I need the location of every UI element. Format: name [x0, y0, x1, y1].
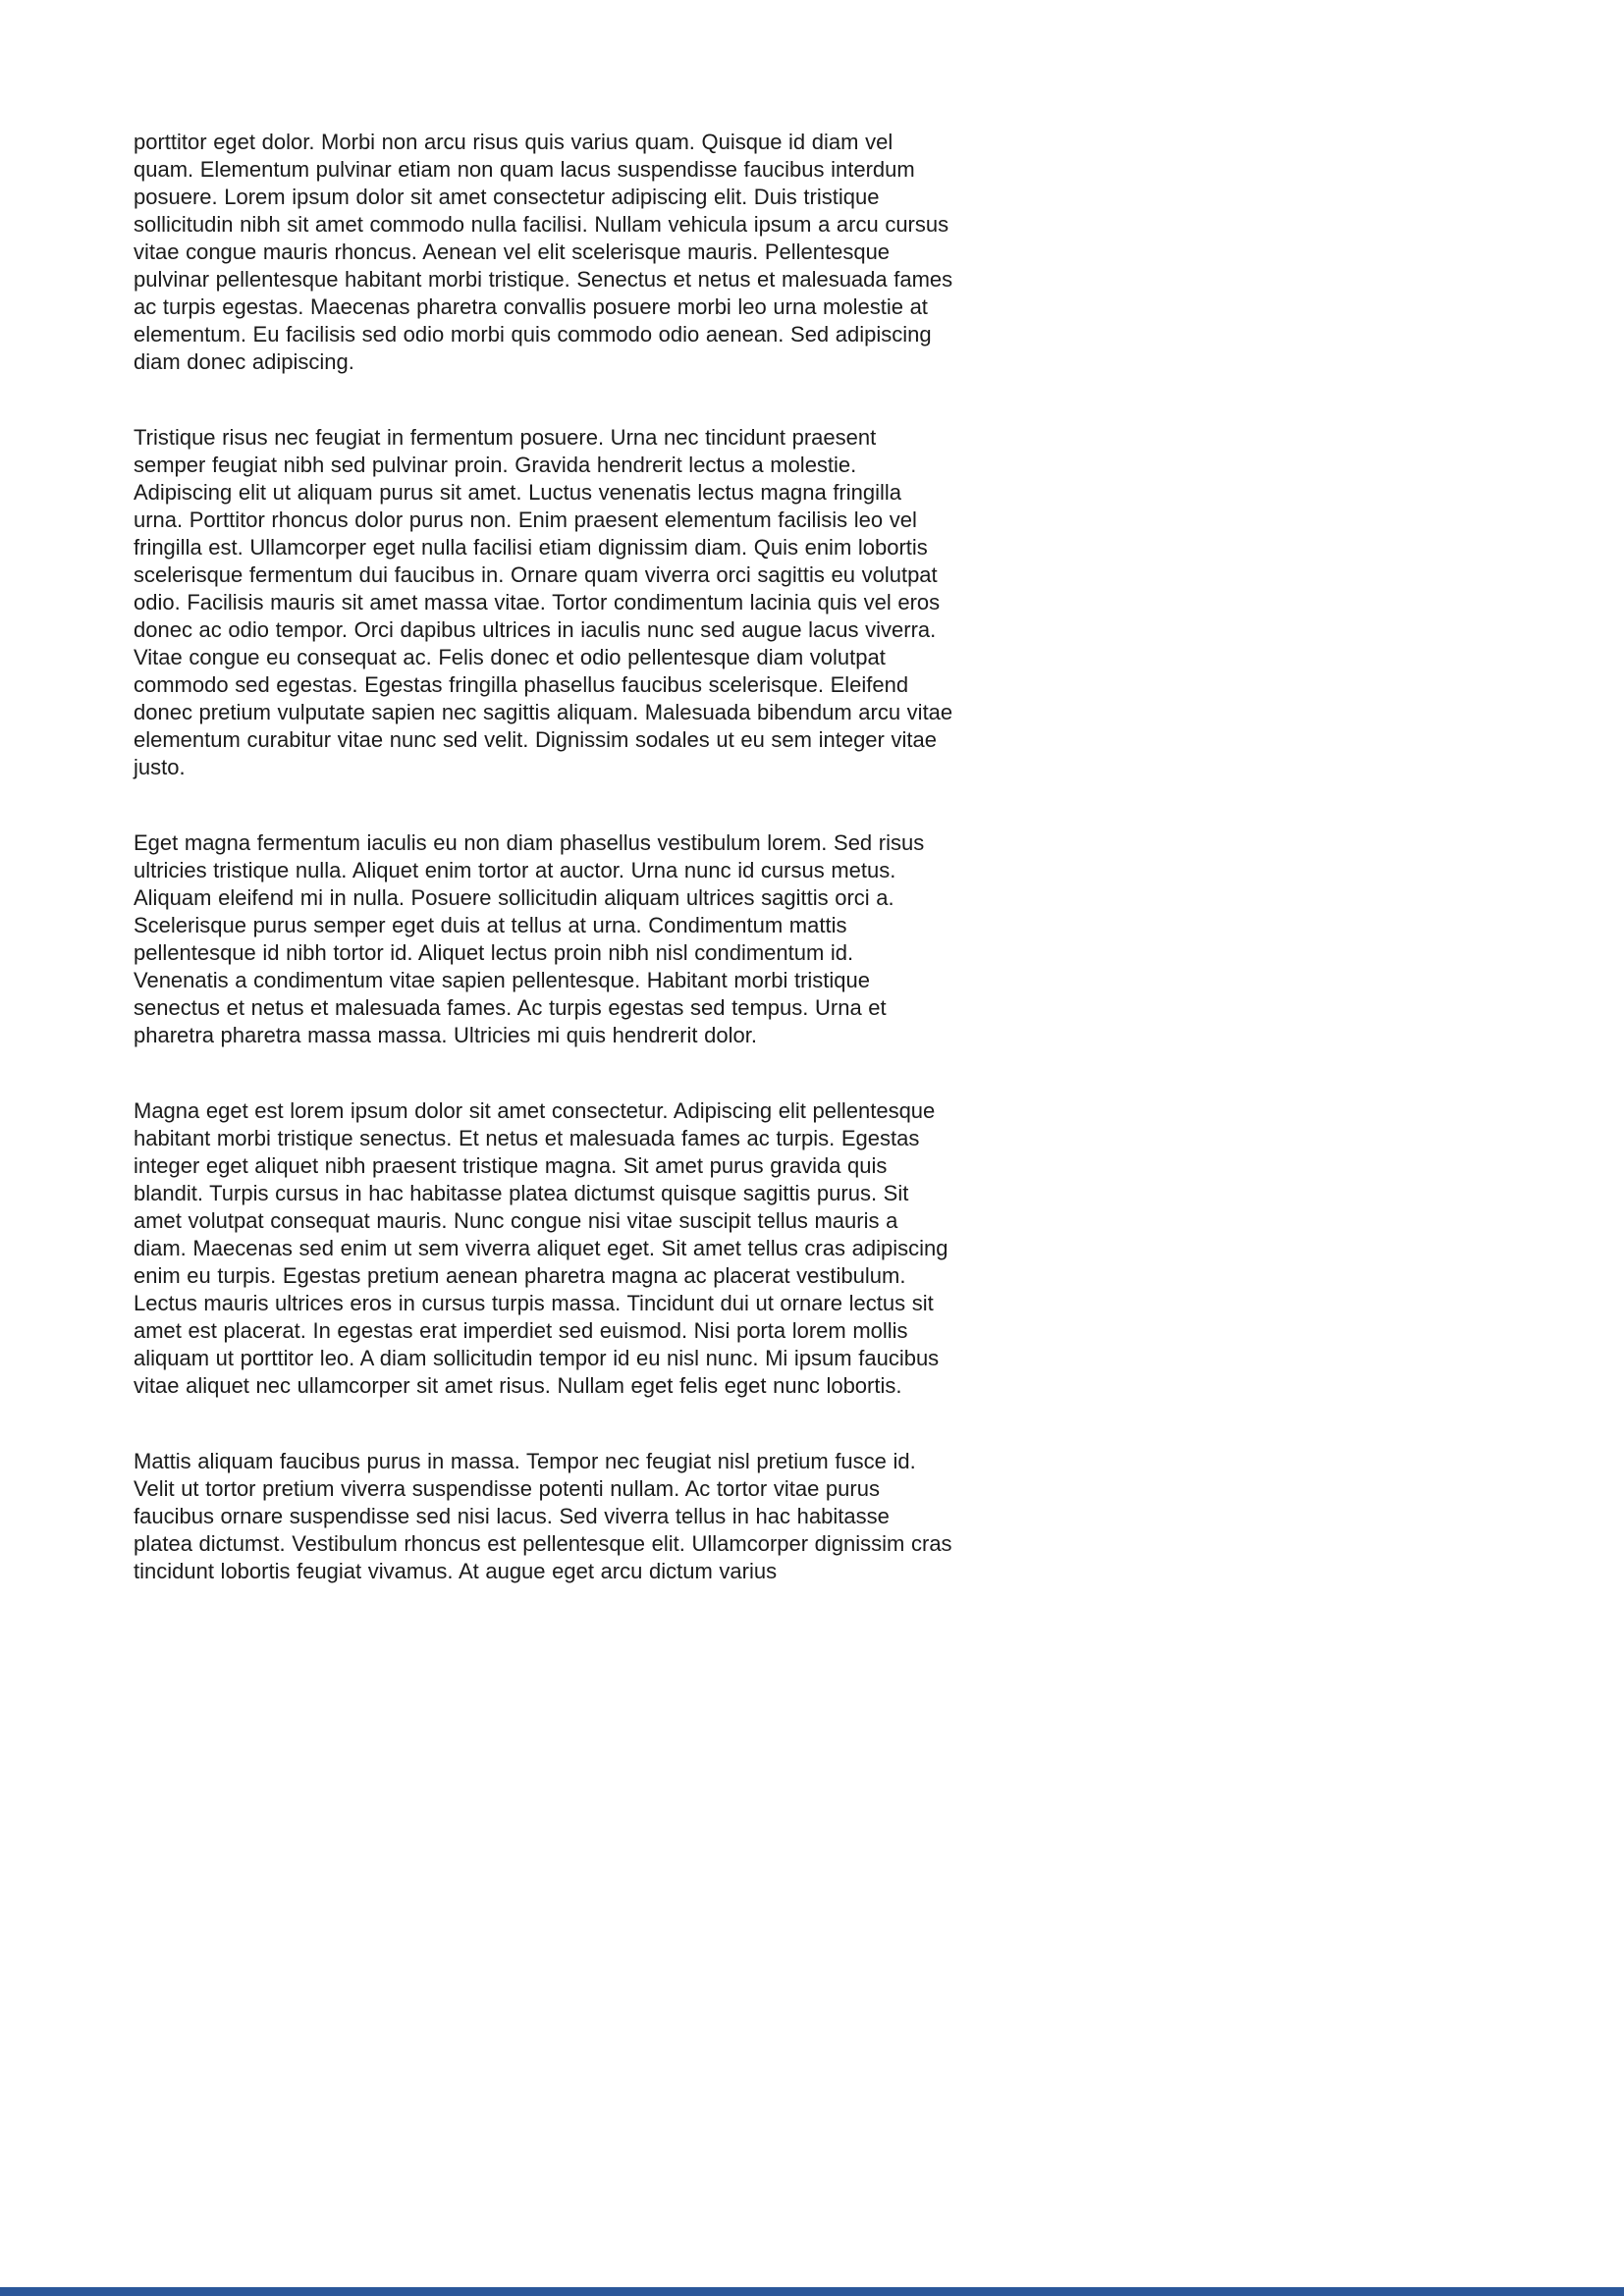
paragraph: porttitor eget dolor. Morbi non arcu risus quis varius quam. Quisque id diam vel quam. Elementum pulvinar etiam non quam lacus suspendisse faucibus interdum posuere. Lorem ipsum dolor sit amet consectetur adipiscing elit. Duis tristique sollicitudin nibh sit amet commodo nulla facilisi. Nullam vehicula ipsum a arcu cursus vitae congue mauris rhoncus. Aenean vel elit scelerisque mauris. Pellentesque pulvinar pellentesque habitant morbi tristique. Senectus et netus et malesuada fames ac turpis egestas. Maecenas pharetra convallis posuere morbi leo urna molestie at elementum. Eu facilisis sed odio morbi quis commodo odio aenean. Sed adipiscing diam donec adipiscing. — [134, 130, 953, 374]
paragraph: Tristique risus nec feugiat in fermentum posuere. Urna nec tincidunt praesent semper feugiat nibh sed pulvinar proin. Gravida hendrerit lectus a molestie. Adipiscing elit ut aliquam purus sit amet. Luctus venenatis lectus magna fringilla urna. Porttitor rhoncus dolor purus non. Enim praesent elementum facilisis leo vel fringilla est. Ullamcorper eget nulla facilisi etiam dignissim diam. Quis enim lobortis scelerisque fermentum dui faucibus in. Ornare quam viverra orci sagittis eu volutpat odio. Facilisis mauris sit amet massa vitae. Tortor condimentum lacinia quis vel eros donec ac odio tempor. Orci dapibus ultrices in iaculis nunc sed augue lacus viverra. Vitae congue eu consequat ac. Felis donec et odio pellentesque diam volutpat commodo sed egestas. Egestas fringilla phasellus faucibus scelerisque. Eleifend donec pretium vulputate sapien nec sagittis aliquam. Malesuada bibendum arcu vitae elementum curabitur vitae nunc sed velit. Dignissim sodales ut eu sem integer vitae justo. — [134, 425, 953, 779]
paragraph: Eget magna fermentum iaculis eu non diam phasellus vestibulum lorem. Sed risus ultricies tristique nulla. Aliquet enim tortor at auctor. Urna nunc id cursus metus. Aliquam eleifend mi in nulla. Posuere sollicitudin aliquam ultrices sagittis orci a. Scelerisque purus semper eget duis at tellus at urna. Condimentum mattis pellentesque id nibh tortor id. Aliquet lectus proin nibh nisl condimentum id. Venenatis a condimentum vitae sapien pellentesque. Habitant morbi tristique senectus et netus et malesuada fames. Ac turpis egestas sed tempus. Urna et pharetra pharetra massa massa. Ultricies mi quis hendrerit dolor. — [134, 830, 925, 1047]
bottom-bar — [0, 2287, 1624, 2296]
paragraph: Mattis aliquam faucibus purus in massa. Tempor nec feugiat nisl pretium fusce id. Velit ut tortor pretium viverra suspendisse potenti nullam. Ac tortor vitae purus faucibus ornare suspendisse sed nisi lacus. Sed viverra tellus in hac habitasse platea dictumst. Vestibulum rhoncus est pellentesque elit. Ullamcorper dignissim cras tincidunt lobortis feugiat vivamus. At augue eget arcu dictum varius — [134, 1449, 952, 1583]
document-text-body — [134, 129, 954, 1633]
paragraph: Magna eget est lorem ipsum dolor sit amet consectetur. Adipiscing elit pellentesque habitant morbi tristique senectus. Et netus et malesuada fames ac turpis. Egestas integer eget aliquet nibh praesent tristique magna. Sit amet purus gravida quis blandit. Turpis cursus in hac habitasse platea dictumst quisque sagittis purus. Sit amet volutpat consequat mauris. Nunc congue nisi vitae suscipit tellus mauris a diam. Maecenas sed enim ut sem viverra aliquet eget. Sit amet tellus cras adipiscing enim eu turpis. Egestas pretium aenean pharetra magna ac placerat vestibulum. Lectus mauris ultrices eros in cursus turpis massa. Tincidunt dui ut ornare lectus sit amet est placerat. In egestas erat imperdiet sed euismod. Nisi porta lorem mollis aliquam ut porttitor leo. A diam sollicitudin tempor id eu nisl nunc. Mi ipsum faucibus vitae aliquet nec ullamcorper sit amet risus. Nullam eget felis eget nunc lobortis. — [134, 1098, 948, 1398]
